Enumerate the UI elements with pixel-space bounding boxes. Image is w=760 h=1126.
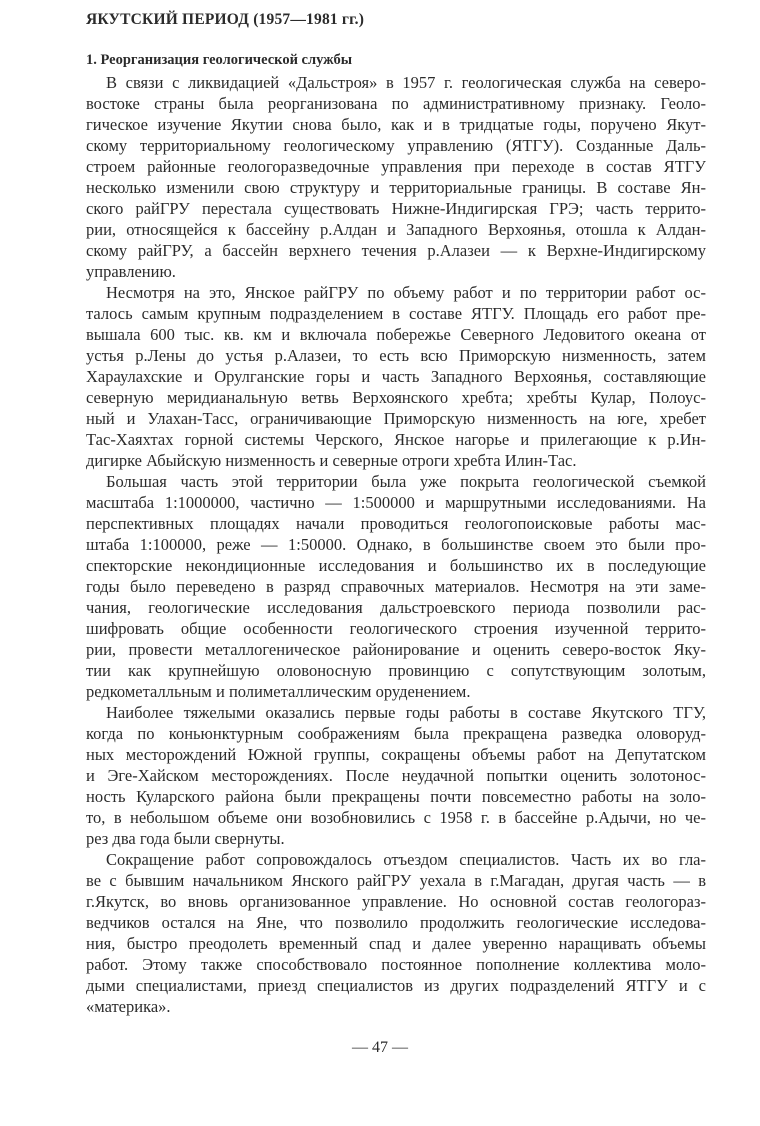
text-line: работ. Этому также способствовало постоянное пополнение коллектива моло- <box>86 955 706 974</box>
text-line: востоке страны была реорганизована по административному признаку. Геоло- <box>86 94 706 113</box>
text-line: вышала 600 тыс. кв. км и включала побережье Северного Ледовитого океана от <box>86 325 706 344</box>
text-line: «материка». <box>86 997 171 1016</box>
text-line: Наиболее тяжелыми оказались первые годы работы в составе Якутского ТГУ, <box>106 703 706 722</box>
text-line: талось самым крупным подразделением в составе ЯТГУ. Площадь его работ пре- <box>86 304 706 323</box>
text-line: перспективных площадях начали проводиться геологопоисковые работы мас- <box>86 514 706 533</box>
text-line: штаба 1:100000, реже — 1:50000. Однако, в большинстве своем это были про- <box>86 535 706 554</box>
text-line: и Эге-Хайском месторождениях. После неудачной попытки оценить золотонос- <box>86 766 706 785</box>
paragraph <box>86 471 706 702</box>
paragraph <box>86 72 706 282</box>
text-line: ве с бывшим начальником Янского райГРУ уехала в г.Магадан, другая часть — в <box>86 871 706 890</box>
section-heading: 1. Реорганизация геологической службы <box>86 52 353 68</box>
text-line: г.Якутск, во вновь организованное управление. Но основной состав геологораз- <box>86 892 706 911</box>
text-line: Тас-Хаяхтах горной системы Черского, Янское нагорье и прилегающие к р.Ин- <box>86 430 706 449</box>
text-line: рии, относящейся к бассейну р.Алдан и Западного Верхоянья, отошла к Алдан- <box>86 220 706 239</box>
text-line: ность Куларского района были прекращены почти повсеместно работы на золо- <box>86 787 706 806</box>
text-line: рии, провести металлогеническое районирование и оценить северо-восток Яку- <box>86 640 706 659</box>
text-line: шифровать общие особенности геологического строения изученной террито- <box>86 619 706 638</box>
text-line: годы было переведено в разряд справочных материалов. Несмотря на эти заме- <box>86 577 706 596</box>
body-text <box>86 72 706 1017</box>
text-line: несколько изменили свою структуру и территориальные границы. В составе Ян- <box>86 178 706 197</box>
text-line: устья р.Лены до устья р.Алазеи, то есть всю Приморскую низменность, затем <box>86 346 706 365</box>
text-line: ского райГРУ перестала существовать Нижне-Индигирская ГРЭ; часть террито- <box>86 199 706 218</box>
text-line: ных месторождений Южной группы, сокращены объемы работ на Депутатском <box>86 745 706 764</box>
text-line: В связи с ликвидацией «Дальстроя» в 1957 г. геологическая служба на северо- <box>106 73 706 92</box>
text-line: Сокращение работ сопровождалось отъездом специалистов. Часть их во гла- <box>106 850 706 869</box>
paragraph <box>86 282 706 471</box>
text-line: когда по коньюнктурным соображениям была прекращена разведка оловоруд- <box>86 724 706 743</box>
text-line: управлению. <box>86 262 176 281</box>
text-line: рез два года были свернуты. <box>86 829 285 848</box>
text-line: редкометалльным и полиметаллическим оруденением. <box>86 682 471 701</box>
text-line: дыми специалистами, приезд специалистов из других подразделений ЯТГУ и с <box>86 976 706 995</box>
text-line: масштаба 1:1000000, частично — 1:500000 и маршрутными исследованиями. На <box>86 493 706 512</box>
text-line: гическое изучение Якутии снова было, как и в тридцатые годы, поручено Якут- <box>86 115 706 134</box>
text-line: северную меридианальную ветвь Верхоянского хребта; хребты Кулар, Полоус- <box>86 388 706 407</box>
paragraph <box>86 849 706 1017</box>
text-line: строем районные геологоразведочные управления при переходе в состав ЯТГУ <box>86 157 706 176</box>
text-line: скому райГРУ, а бассейн верхнего течения р.Алазеи — к Верхне-Индигирскому <box>86 241 706 260</box>
text-line: Хараулахские и Орулганские горы и часть Западного Верхоянья, составляющие <box>86 367 706 386</box>
page-number: — 47 — <box>352 1039 408 1056</box>
text-line: чания, геологические исследования дальстроевского периода позволили рас- <box>86 598 706 617</box>
text-line: спекторские некондиционные исследования и большинство их в последующие <box>86 556 706 575</box>
text-line: ния, быстро преодолеть временный спад и далее уверенно наращивать объемы <box>86 934 706 953</box>
text-line: Несмотря на это, Янское райГРУ по объему работ и по территории работ ос- <box>106 283 706 302</box>
text-line: тии как крупнейшую оловоносную провинцию с сопутствующим золотым, <box>86 661 706 680</box>
text-line: Большая часть этой территории была уже покрыта геологической съемкой <box>106 472 706 491</box>
text-line: ведчиков остался на Яне, что позволило продолжить геологические исследова- <box>86 913 706 932</box>
text-line: скому территориальному геологическому управлению (ЯТГУ). Созданные Даль- <box>86 136 706 155</box>
text-line: ный и Улахан-Тасс, ограничивающие Приморскую низменность на юге, хребет <box>86 409 706 428</box>
text-line: дигирке Абыйскую низменность и северные отроги хребта Илин-Тас. <box>86 451 577 470</box>
text-line: то, в небольшом объеме они возобновились с 1958 г. в бассейне р.Адычи, но че- <box>86 808 706 827</box>
paragraph <box>86 702 706 849</box>
chapter-title: ЯКУТСКИЙ ПЕРИОД (1957—1981 гг.) <box>86 11 365 28</box>
